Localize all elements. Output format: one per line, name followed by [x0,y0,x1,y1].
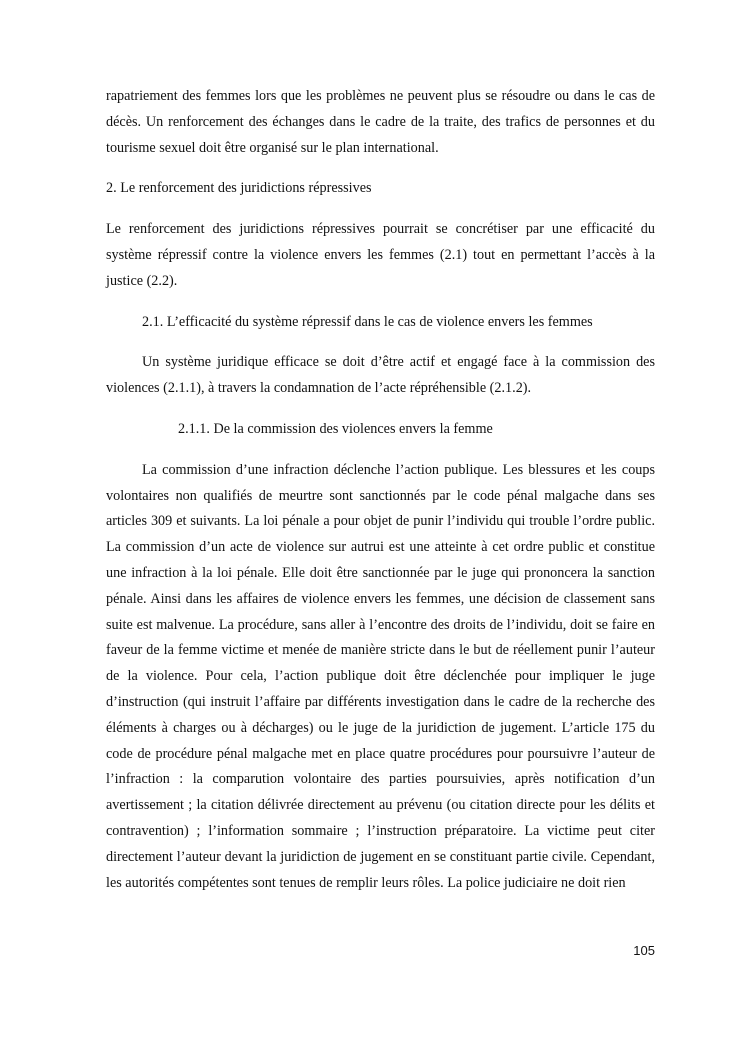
section-heading-2: 2. Le renforcement des juridictions répressives [106,180,372,197]
page-number: 105 [633,943,655,958]
paragraph-intro: rapatriement des femmes lors que les problèmes ne peuvent plus se résoudre ou dans le cas de décès. Un renforcement des échanges dans le cadre de la traite, des trafics de personnes et du tourisme sexuel doit être organisé sur le plan international. [106,88,655,156]
paragraph-subsection-2-1: Un système juridique efficace se doit d’être actif et engagé face à la commission des violences (2.1.1), à travers la condamnation de l’acte répréhensible (2.1.2). [106,354,655,397]
page-body [106,84,655,896]
paragraph-main: La commission d’une infraction déclenche l’action publique. Les blessures et les coups volontaires non qualifiés de meurtre sont sanctionnés par le code pénal malgache dans ses articles 309 et suivants. La loi pénale a pour objet de punir l’individu qui trouble l’ordre public. La commission d’un acte de violence sur autrui est une atteinte à cet ordre public et constitue une infraction à la loi pénale. Elle doit être sanctionnée par le juge qui prononcera la sanction pénale. Ainsi dans les affaires de violence envers les femmes, une décision de classement sans suite est malvenue. La procédure, sans aller à l’encontre des droits de l’individu, doit se faire en faveur de la femme victime et menée de manière stricte dans le but de réellement punir l’auteur de la violence. Pour cela, l’action publique doit être déclenchée pour impliquer le juge d’instruction (qui instruit l’affaire par différents investigation dans le cadre de la recherche des éléments à charges ou à décharges) ou le juge de la juridiction de jugement. L’article 175 du code de procédure pénal malgache met en place quatre procédures pour poursuivre l’auteur de l’infraction : la comparution volontaire des parties poursuivies, après notification d’un avertissement ; la citation délivrée directement au prévenu (ou citation directe pour les délits et contravention) ; l’information sommaire ; l’instruction préparatoire. La victime peut citer directement l’auteur devant la juridiction de jugement en se constituant partie civile. Cependant, les autorités compétentes sont tenues de remplir leurs rôles. La police judiciaire ne doit rien [106,461,655,891]
subsection-heading-2-1-1: 2.1.1. De la commission des violences envers la femme [178,420,493,437]
paragraph-section-2: Le renforcement des juridictions répressives pourrait se concrétiser par une efficacité du système répressif contre la violence envers les femmes (2.1) tout en permettant l’accès à la justice (2.2). [106,221,655,289]
subsection-heading-2-1: 2.1. L’efficacité du système répressif dans le cas de violence envers les femmes [142,313,593,330]
